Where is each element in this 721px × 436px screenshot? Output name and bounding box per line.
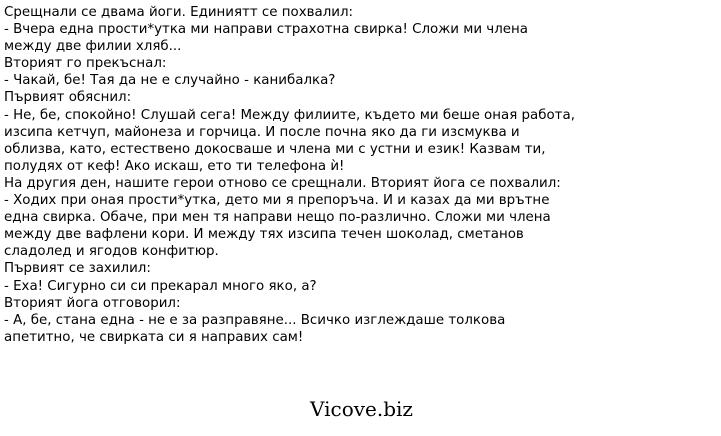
- joke-line: между две филии хляб...: [4, 39, 182, 55]
- joke-line: сладолед и ягодов конфитюр.: [4, 244, 219, 260]
- joke-line: - Еха! Сигурно си си прекарал много яко, а?: [4, 278, 317, 294]
- joke-line: Вторият йога отговорил:: [4, 295, 181, 311]
- joke-line: облизва, като, естествено докосваше и члена ми с устни и език! Казвам ти,: [4, 141, 546, 157]
- joke-line: апетитно, че свирката си я направих сам!: [4, 329, 304, 345]
- joke-line: Първият обяснил:: [4, 90, 132, 106]
- joke-line: полудях от кеф! Ако искаш, ето ти телефона ѝ!: [4, 158, 345, 174]
- joke-line: - Ходих при оная прости*утка, дето ми я препоръча. И и казах да ми врътне: [4, 193, 550, 209]
- joke-line: Срещнали се двама йоги. Единиятт се похвалил:: [4, 5, 354, 20]
- joke-line: - Не, бе, спокойно! Слушай сега! Между филиите, където ми беше оная работа,: [4, 107, 575, 123]
- joke-line: между две вафлени кори. И между тях изсипа течен шоколад, сметанов: [4, 227, 524, 243]
- joke-line: една свирка. Обаче, при мен тя направи нещо по-различно. Сложи ми члена: [4, 210, 551, 226]
- joke-line: - А, бе, стана една - не е за разправяне... Всичко изглеждаше толкова: [4, 312, 506, 328]
- joke-line: Вторият го прекъснал:: [4, 56, 167, 72]
- site-watermark: Vicove.biz: [310, 397, 413, 421]
- joke-line: На другия ден, нашите герои отново се срещнали. Вторият йога се похвалил:: [4, 175, 561, 191]
- joke-line: Първият се захилил:: [4, 261, 151, 277]
- joke-line: - Вчера една прости*утка ми направи страхотна свирка! Сложи ми члена: [4, 22, 528, 38]
- joke-line: - Чакай, бе! Тая да не е случайно - канибалка?: [4, 73, 336, 89]
- joke-text: [4, 4, 718, 346]
- joke-line: изсипа кетчуп, майонеза и горчица. И после почна яко да ги изсмуква и: [4, 124, 520, 140]
